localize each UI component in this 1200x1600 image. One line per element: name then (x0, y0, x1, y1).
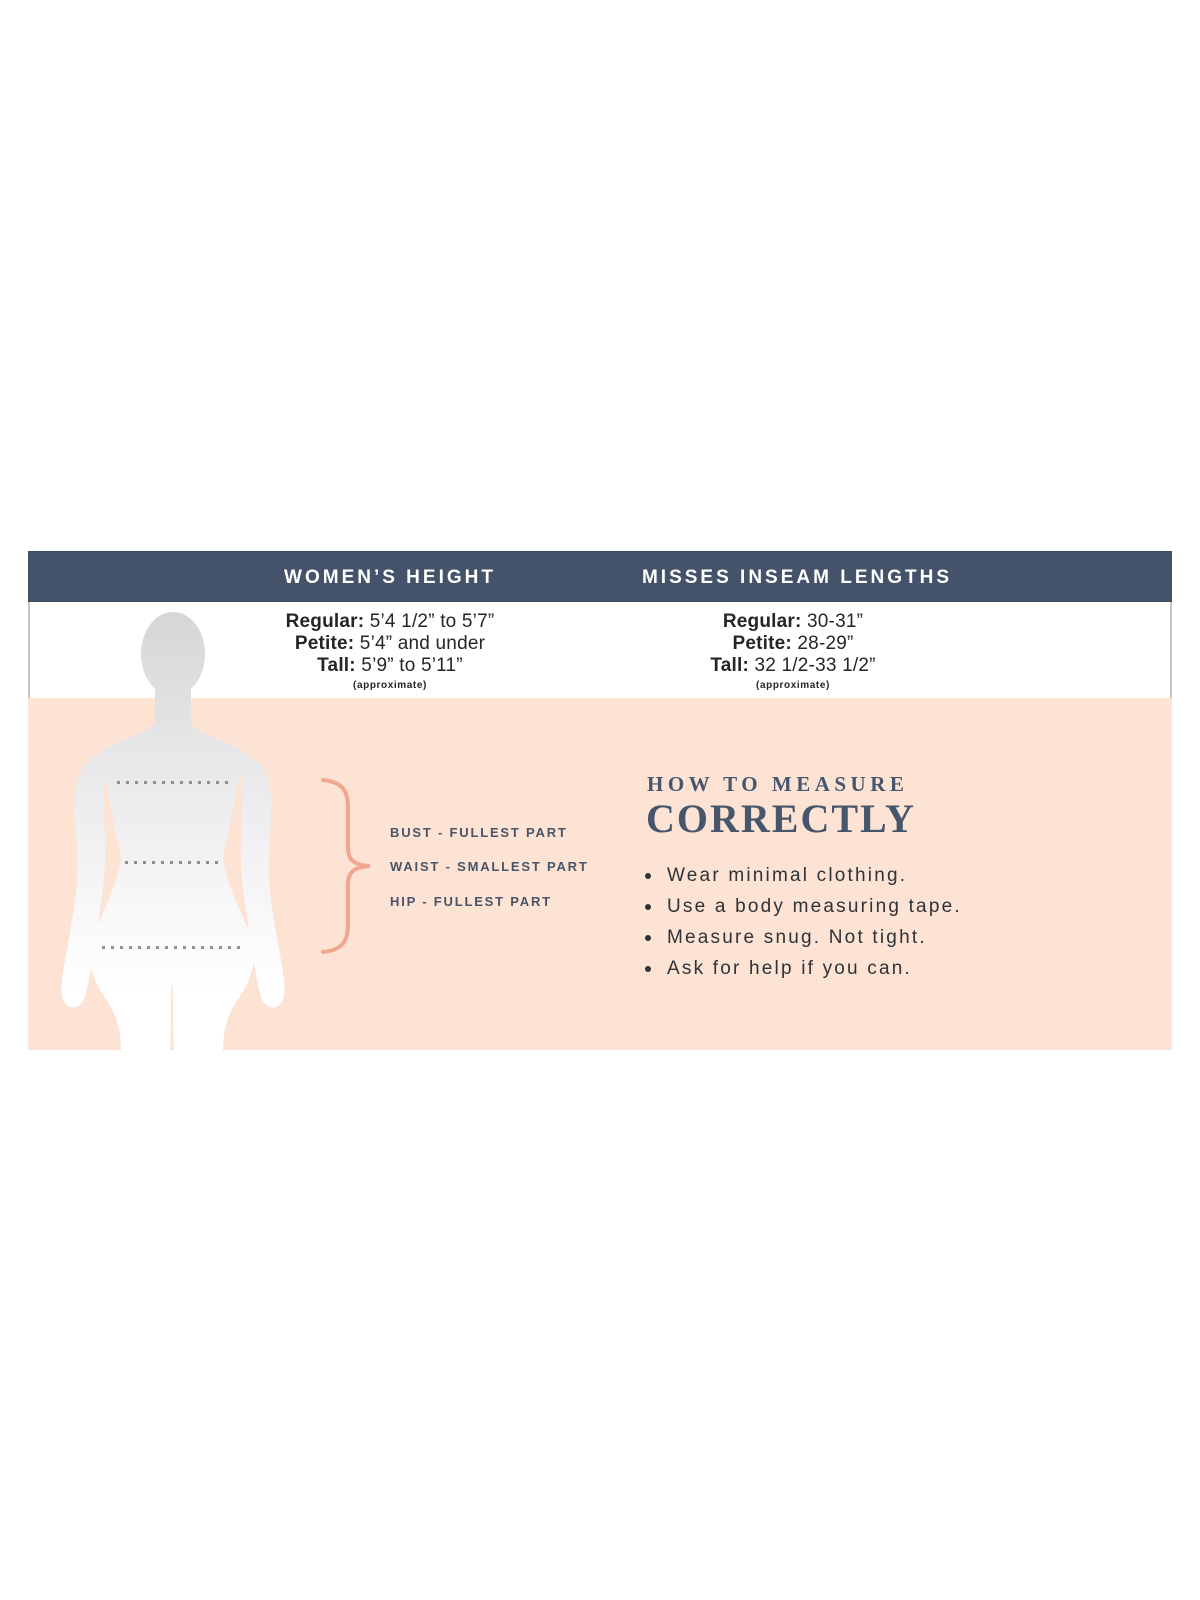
tip-row: Measure snug. Not tight. (645, 928, 962, 948)
waist-dotted-line (125, 861, 221, 864)
inseam-approximate-note: (approximate) (756, 680, 830, 691)
waist-label: WAIST - SMALLEST PART (390, 859, 589, 874)
bullet-icon (645, 966, 651, 972)
bust-label: BUST - FULLEST PART (390, 825, 568, 840)
tip-row: Wear minimal clothing. (645, 866, 962, 886)
correctly-heading: CORRECTLY (646, 796, 916, 841)
curly-brace-icon (318, 774, 376, 958)
how-to-measure-heading: HOW TO MEASURE (647, 772, 909, 796)
height-approximate-note: (approximate) (353, 680, 427, 691)
inseam-row-regular: Regular: 30-31” (722, 611, 864, 632)
hip-label: HIP - FULLEST PART (390, 894, 552, 909)
misses-inseam-specs (710, 611, 875, 691)
bust-dotted-line (117, 781, 229, 784)
inseam-row-petite: Petite: 28-29” (732, 633, 854, 654)
height-row-regular: Regular: 5’4 1/2” to 5’7” (285, 611, 495, 632)
bullet-icon (645, 935, 651, 941)
height-row-tall: Tall: 5’9” to 5’11” (317, 655, 463, 676)
female-body-silhouette-icon (20, 590, 326, 1050)
hip-dotted-line (102, 946, 244, 949)
height-row-petite: Petite: 5’4” and under (294, 633, 486, 654)
misses-inseam-title: MISSES INSEAM LENGTHS (641, 567, 953, 588)
measuring-tips-list (645, 866, 962, 990)
womens-height-specs (286, 611, 495, 691)
bullet-icon (645, 904, 651, 910)
inseam-row-tall: Tall: 32 1/2-33 1/2” (710, 655, 876, 676)
tip-row: Ask for help if you can. (645, 959, 962, 979)
tip-row: Use a body measuring tape. (645, 897, 962, 917)
bullet-icon (645, 873, 651, 879)
womens-height-title: WOMEN’S HEIGHT (284, 567, 496, 588)
